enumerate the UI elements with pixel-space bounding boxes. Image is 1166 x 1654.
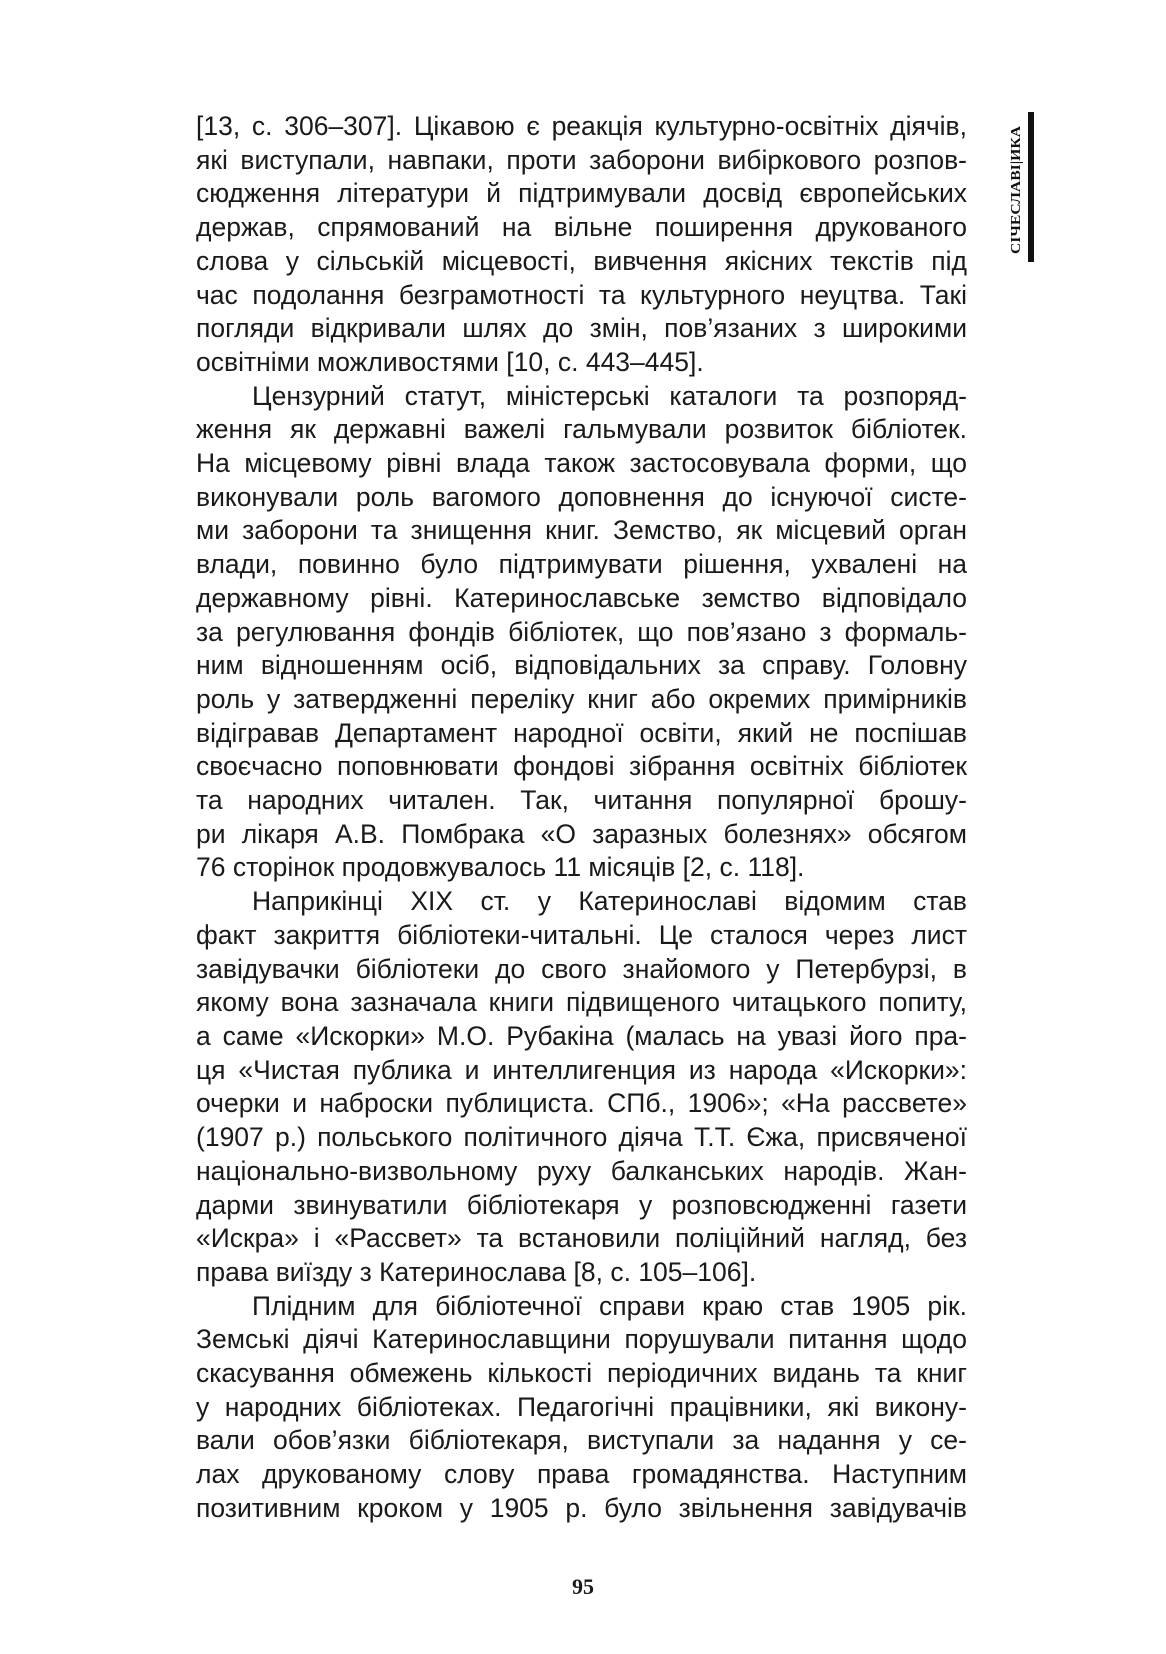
text-line: та народних читален. Так, читання популярної брошу- (196, 785, 967, 816)
text-line: якому вона зазначала книги підвищеного читацького попиту, (196, 987, 967, 1018)
paragraph-2 (196, 380, 967, 886)
text-line: погляди відкривали шлях до змін, пов’язаних з широкими (196, 313, 967, 344)
paragraph-1 (196, 110, 967, 380)
text-line: факт закриття бібліотеки-читальні. Це сталося через лист (196, 919, 967, 950)
text-line: а саме «Искорки» М.О. Рубакіна (малась на увазі його пра- (196, 1020, 967, 1051)
text-line: у народних бібліотеках. Педагогічні працівники, які викону- (196, 1391, 967, 1422)
text-line: ми заборони та знищення книг. Земство, як місцевий орган (196, 515, 967, 546)
logo-text: СІЧЕСЛАВІ|ИКА (1009, 139, 1024, 254)
series-logo (1002, 112, 1036, 262)
text-line: позитивним кроком у 1905 р. було звільнення завідувачів (196, 1492, 967, 1523)
text-line: влади, повинно було підтримувати рішення, ухвалені на (196, 549, 967, 580)
text-line: Цензурний статут, міністерські каталоги та розпоряд- (252, 380, 967, 411)
text-line: своєчасно поповнювати фондові зібрання освітніх бібліотек (196, 751, 967, 782)
logo-bar (1028, 112, 1034, 262)
text-line: ження як державні важелі гальмували розвиток бібліотек. (196, 414, 967, 445)
text-line: Плідним для бібліотечної справи краю став 1905 рік. (252, 1290, 967, 1321)
text-line: державному рівні. Катеринославське земство відповідало (196, 582, 967, 613)
text-line: ним відношенням осіб, відповідальних за справу. Головну (196, 650, 967, 681)
text-line: (1907 р.) польського політичного діяча Т.Т. Єжа, присвяченої (196, 1122, 967, 1153)
text-line: держав, спрямований на вільне поширення друкованого (196, 212, 967, 243)
text-line: освітніми можливостями [10, с. 443–445]. (196, 346, 704, 377)
text-line: 76 сторінок продовжувалось 11 місяців [2, с. 118]. (196, 852, 805, 883)
text-line: Земські діячі Катеринославщини порушували питання щодо (196, 1324, 967, 1355)
text-line: завідувачки бібліотеки до свого знайомого у Петербурзі, в (196, 953, 967, 984)
text-line: які виступали, навпаки, проти заборони вибіркового розпов- (196, 144, 967, 175)
text-line: вали обов’язки бібліотекаря, виступали за надання у се- (196, 1425, 967, 1456)
paragraph-4 (196, 1290, 967, 1526)
text-line: права виїзду з Катеринослава [8, с. 105–106]. (196, 1256, 757, 1287)
text-line: за регулювання фондів бібліотек, що пов’язано з формаль- (196, 616, 967, 647)
text-line: скасування обмежень кількості періодичних видань та книг (196, 1358, 967, 1389)
text-line: Наприкінці ХІХ ст. у Катеринославі відомим став (252, 886, 967, 917)
text-line: національно-визвольному руху балканських народів. Жан- (196, 1155, 967, 1186)
text-line: дарми звинуватили бібліотекаря у розповсюдженні газети (196, 1189, 967, 1220)
page-number: 95 (572, 1574, 594, 1599)
text-line: [13, с. 306–307]. Цікавою є реакція культурно-освітніх діячів, (196, 111, 967, 141)
text-line: сюдження літератури й підтримували досвід європейських (196, 178, 967, 209)
text-line: виконували роль вагомого доповнення до існуючої систе- (196, 481, 967, 512)
text-line: На місцевому рівні влада також застосовувала форми, що (196, 448, 967, 479)
text-line: слова у сільській місцевості, вивчення якісних текстів під (196, 245, 967, 276)
text-line: роль у затвердженні переліку книг або окремих примірників (196, 683, 967, 714)
paragraph-3 (196, 885, 967, 1289)
body-text (196, 110, 967, 1526)
text-line: лах друкованому слову права громадянства. Наступним (196, 1459, 967, 1490)
text-line: час подолання безграмотності та культурного неуцтва. Такі (196, 279, 967, 310)
text-line: ця «Чистая публика и интеллигенция из народа «Искорки»: (196, 1054, 967, 1085)
text-line: очерки и наброски публициста. СПб., 1906»; «На рассвете» (196, 1088, 967, 1119)
text-line: відігравав Департамент народної освіти, який не поспішав (196, 717, 967, 748)
text-line: ри лікаря А.В. Помбрака «О заразных болезнях» обсягом (196, 818, 967, 849)
text-line: «Искра» і «Рассвет» та встановили поліційний нагляд, без (196, 1223, 967, 1254)
